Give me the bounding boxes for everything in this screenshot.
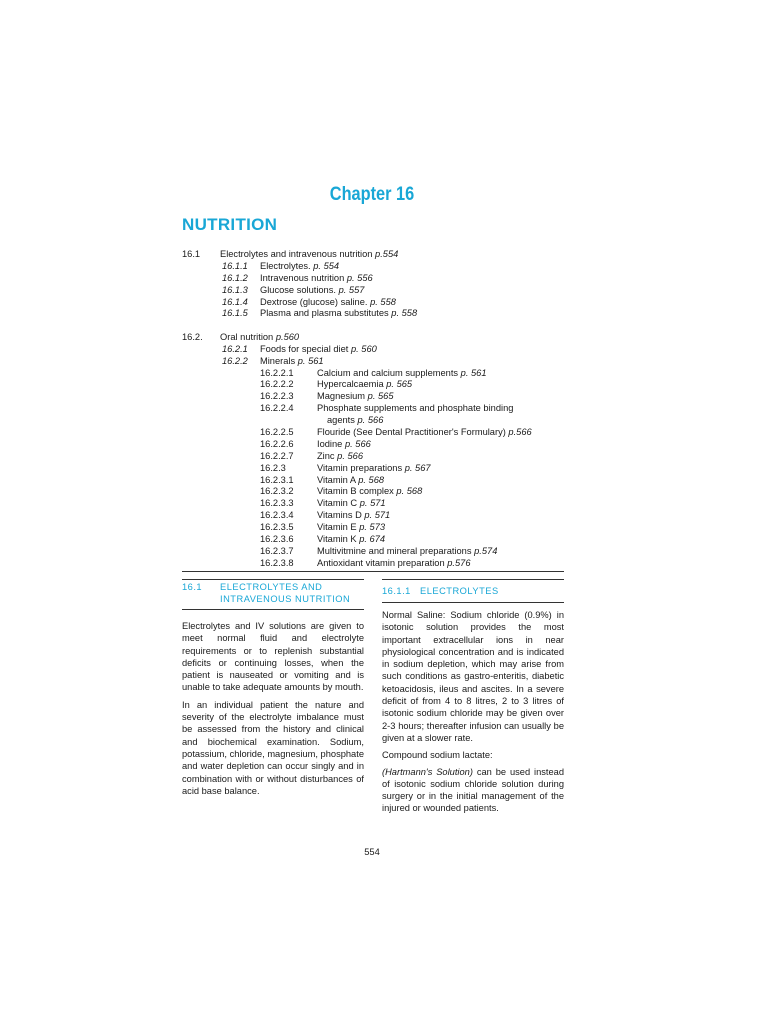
toc-entry-page: p. 554 [313, 260, 340, 271]
toc-entry-text [317, 522, 385, 534]
toc-entry [182, 285, 566, 297]
toc-entry-number: 16.2.3.7 [260, 545, 294, 556]
toc-entry [182, 297, 566, 309]
toc-entry-title: Magnesium [317, 391, 366, 402]
toc-entry [182, 510, 566, 522]
toc-entry-number: 16.1.5 [222, 308, 248, 319]
toc-entry-number: 16.2.3.4 [260, 510, 294, 521]
toc-entry-text [220, 332, 299, 344]
toc-entry [182, 427, 566, 439]
table-of-contents [182, 249, 566, 570]
left-heading-line2: INTRAVENOUS NUTRITION [220, 594, 351, 604]
toc-entry-text [317, 534, 385, 546]
toc-entry-text [317, 427, 532, 439]
toc-entry [182, 391, 566, 403]
toc-entry-page: p.566 [508, 426, 532, 437]
toc-entry-page: p. 566 [344, 438, 371, 449]
toc-entry-number: 16.2.2.6 [260, 438, 294, 449]
toc-entry-title: Vitamin preparations [317, 462, 403, 473]
toc-entry-text [317, 475, 384, 487]
toc-entry-page: p. 561 [297, 355, 324, 366]
toc-entry-title: Vitamin E [317, 522, 357, 533]
toc-entry-page: p. 566 [337, 450, 364, 461]
toc-entry-title: Antioxidant vitamin preparation [317, 557, 445, 568]
toc-entry-number: 16.1.1 [222, 260, 248, 271]
toc-entry-page: p. 558 [370, 296, 396, 307]
toc-entry-page: p.576 [447, 557, 471, 568]
toc-entry [182, 475, 566, 487]
toc-entry-page: p. 560 [350, 343, 377, 354]
page-number: 554 [364, 847, 380, 857]
toc-entry-number: 16.2.3.6 [260, 533, 294, 544]
right-heading-text: ELECTROLYTES [420, 586, 499, 596]
toc-entry-text [317, 486, 422, 498]
toc-entry-number: 16.2.3 [260, 462, 286, 473]
toc-entry-number: 16.1 [182, 249, 201, 259]
toc-entry [182, 344, 566, 356]
toc-entry-page: p. 567 [404, 462, 431, 473]
toc-entry [182, 546, 566, 558]
toc-entry-page: p. 561 [460, 367, 487, 378]
toc-entry-page: p. 674 [359, 533, 386, 544]
toc-entry-text [260, 344, 377, 356]
toc-entry [182, 522, 566, 534]
toc-entry [182, 249, 566, 261]
toc-entry-number: 16.2.1 [222, 343, 248, 354]
toc-entry-page: p. 566 [357, 415, 384, 426]
toc-entry-title: agents [327, 415, 355, 426]
left-heading-rule-top [182, 579, 364, 580]
toc-entry-page: p. 565 [367, 391, 394, 402]
toc-entry [182, 261, 566, 273]
right-heading-rule-top [382, 579, 564, 580]
section-title: NUTRITION [182, 215, 278, 234]
left-column-body [182, 620, 364, 802]
toc-entry-title: Vitamins D [317, 510, 362, 521]
toc-entry-number: 16.2.2 [222, 355, 248, 366]
toc-entry-title: Phosphate supplements and phosphate binding [317, 403, 514, 414]
toc-entry-title: Vitamin B complex [317, 486, 394, 497]
toc-entry-title: Glucose solutions. [260, 284, 336, 295]
chapter-title: Chapter 16 [329, 184, 415, 205]
toc-spacer [182, 320, 566, 332]
right-paragraph-2-italic: (Hartmann's Solution) [382, 766, 473, 777]
toc-entry-number: 16.2.2.2 [260, 379, 294, 390]
toc-entry-title: Electrolytes and intravenous nutrition [220, 249, 373, 259]
toc-entry-text [317, 510, 390, 522]
toc-entry-title: Vitamin K [317, 533, 357, 544]
toc-entry-title: Minerals [260, 355, 296, 366]
toc-entry-title: Intravenous nutrition [260, 272, 345, 283]
toc-entry-number: 16.2.3.1 [260, 474, 294, 485]
left-paragraph-2: In an individual patient the nature and severity of the electrolyte imbalance must be assessed from the history and clinical and biochemical examination. Sodium, potassium, chloride, magnesium, phosphate and water depletion can occur singly and in combination with or without disturbances of acid base balance. [182, 699, 364, 796]
toc-entry-number: 16.2.2.3 [260, 391, 294, 402]
toc-entry-title: Dextrose (glucose) saline. [260, 296, 368, 307]
toc-entry-text [317, 368, 487, 380]
left-heading-rule-bottom [182, 609, 364, 610]
toc-entry-text [317, 498, 386, 510]
toc-entry-number: 16.1.3 [222, 284, 248, 295]
left-paragraph-1: Electrolytes and IV solutions are given to meet normal fluid and electrolyte requirements or to replenish substantial deficits or continuing losses, when the patient is nauseated or vomiting and is unable to take adequate amounts by mouth. [182, 621, 364, 693]
toc-entry-text [260, 308, 417, 320]
toc-entry-text [317, 546, 497, 558]
toc-entry-text [317, 463, 431, 475]
toc-entry-page: p. 571 [359, 498, 386, 509]
toc-entry-title: Flouride (See Dental Practitioner's Formulary) [317, 426, 506, 437]
toc-entry-text [317, 403, 513, 415]
left-heading-number: 16.1 [182, 582, 203, 592]
toc-entry-number: 16.2.2.4 [260, 403, 294, 414]
toc-entry-page: p. 556 [346, 272, 373, 283]
right-heading-number: 16.1.1 [382, 586, 411, 596]
toc-entry [182, 498, 566, 510]
toc-entry-text [260, 261, 339, 273]
toc-entry-number: 16.1.4 [222, 296, 248, 307]
toc-entry [182, 368, 566, 380]
toc-entry-number: 16.2.3.2 [260, 486, 294, 497]
toc-entry-text [317, 558, 471, 570]
toc-entry-page: p.560 [275, 331, 300, 342]
toc-entry-page: p.574 [474, 545, 498, 556]
toc-entry-page: p.554 [375, 249, 399, 259]
toc-entry [182, 273, 566, 285]
toc-entry-text [260, 273, 373, 285]
toc-entry-number: 16.2.2.1 [260, 367, 294, 378]
toc-entry-number: 16.2.2.7 [260, 450, 294, 461]
toc-entry [182, 451, 566, 463]
toc-entry-title: Iodine [317, 438, 343, 449]
toc-entry-title: Hypercalcaemia [317, 379, 384, 390]
toc-entry-page: p. 573 [359, 522, 386, 533]
toc-entry-text [317, 439, 371, 451]
right-column-heading [382, 585, 564, 597]
toc-entry [182, 534, 566, 546]
left-column-heading [182, 581, 364, 607]
toc-entry-page: p. 571 [364, 510, 391, 521]
toc-entry-page: p. 568 [396, 486, 423, 497]
toc-entry-page: p. 565 [386, 379, 413, 390]
toc-entry [182, 403, 566, 415]
toc-entry-title: Vitamin A [317, 474, 356, 485]
toc-entry-page: p. 568 [358, 474, 385, 485]
toc-entry-text [317, 451, 363, 463]
toc-divider [182, 571, 564, 572]
toc-entry-title: Calcium and calcium supplements [317, 367, 459, 378]
toc-entry-title: Multivitmine and mineral preparations [317, 545, 472, 556]
toc-entry-text [260, 356, 324, 368]
toc-entry-text [220, 249, 398, 261]
toc-entry-number: 16.2.3.3 [260, 498, 294, 509]
toc-entry-number: 16.1.2 [222, 272, 248, 283]
toc-entry-text [260, 285, 364, 297]
right-column-body [382, 609, 564, 820]
toc-entry-text [317, 391, 394, 403]
toc-entry-text [327, 415, 383, 427]
toc-entry-title: Plasma and plasma substitutes [260, 308, 389, 319]
toc-entry-title: Electrolytes. [260, 260, 311, 271]
right-paragraph-2 [382, 766, 564, 815]
right-paragraph-2-rest: can be used instead of isotonic sodium chloride solution during surgery or in the initial management of the injured or wounded patients. [382, 766, 564, 814]
toc-entry [182, 463, 566, 475]
toc-entry [182, 308, 566, 320]
toc-entry-number: 16.2.3.5 [260, 522, 294, 533]
toc-entry-text [260, 297, 396, 309]
toc-entry-title: Zinc [317, 450, 335, 461]
toc-entry [182, 486, 566, 498]
toc-entry-page: p. 557 [338, 284, 365, 295]
right-heading-rule-bottom [382, 602, 564, 603]
toc-entry-text [317, 379, 412, 391]
toc-entry-page: p. 558 [391, 308, 418, 319]
toc-entry-number: 16.2. [182, 331, 203, 342]
left-heading-line1: ELECTROLYTES AND [220, 582, 323, 592]
toc-entry [182, 356, 566, 368]
right-subheading: Compound sodium lactate: [382, 750, 493, 761]
toc-entry-number: 16.2.3.8 [260, 557, 294, 568]
toc-entry-title: Oral nutrition [220, 331, 274, 342]
toc-entry [182, 379, 566, 391]
right-paragraph-1: Normal Saline: Sodium chloride (0.9%) in isotonic solution provides the most important extracellular ions in near physiological concentration and is indicated in sodium depletion, which may arise from such conditions as gastro-enteritis, diabetic ketoacidosis, ileus and ascites. In a severe deficit of from 4 to 8 litres, 2 to 3 litres of isotonic sodium chloride may be given over 2-3 hours; thereafter infusion can usually be given at a slower rate. [382, 610, 564, 743]
toc-entry [182, 332, 566, 344]
toc-entry [182, 558, 566, 570]
toc-entry [182, 415, 566, 427]
toc-entry [182, 439, 566, 451]
toc-entry-title: Vitamin C [317, 498, 358, 509]
toc-entry-title: Foods for special diet [260, 343, 349, 354]
toc-entry-number: 16.2.2.5 [260, 426, 294, 437]
